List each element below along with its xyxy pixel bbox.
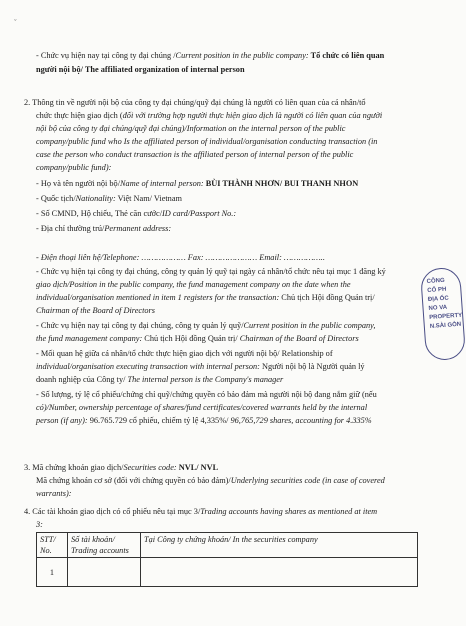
securities-code-value: NVL/ NVL — [176, 463, 219, 472]
name-label-en: Name of internal person: — [120, 179, 204, 188]
position-date-value: Chủ tịch Hội đồng Quản trị/ — [279, 293, 375, 302]
header-account: Số tài khoản/ Trading accounts — [68, 533, 141, 558]
underlying-code-label: Mã chứng khoán cơ sở (đối với chứng quyền có bảo đảm)/ — [36, 476, 231, 485]
position-line — [36, 50, 384, 61]
internal-person-name — [36, 178, 358, 189]
section3-line2 — [36, 475, 385, 486]
stamp-line: CÔNG — [426, 277, 445, 286]
position-value-cont: người nội bộ/ The affiliated organization of internal person — [36, 65, 245, 74]
id-label: - Số CMND, Hộ chiếu, Thẻ căn cước/ — [36, 209, 163, 218]
id-label-en: ID card/Passport No.: — [162, 209, 237, 218]
trading-accounts-table — [36, 532, 418, 587]
section2-line3: nội bộ của công ty đại chúng/quỹ đại chúng)/Information on the internal person of the public — [36, 124, 346, 133]
stamp-line: CỔ PH — [427, 286, 447, 295]
row-company — [141, 558, 418, 587]
section4-line2: 3: — [36, 520, 43, 529]
position-date-line1: - Chức vụ hiện tại công ty đại chúng, công ty quản lý quỹ tại ngày cá nhân/tổ chức nêu tại mục 1 đăng ký — [36, 267, 386, 276]
corner-mark: ˇ — [14, 18, 17, 27]
current-position-label-en: Current position in the public company, — [243, 321, 376, 330]
holdings-value: 96.765.729 cổ phiếu, chiếm tỷ lệ 4,335%/ — [87, 416, 231, 425]
section2-line6: company/public fund): — [36, 163, 112, 172]
name-value: BÙI THÀNH NHƠN/ BUI THANH NHON — [203, 179, 359, 188]
current-position-line2 — [36, 333, 359, 344]
holdings-line3 — [36, 415, 372, 426]
company-seal-stamp — [420, 267, 466, 362]
id-card — [36, 208, 236, 219]
stamp-line: ĐỊA ỐC — [427, 295, 449, 304]
relationship-value-en: The internal person is the Company's manager — [127, 375, 284, 384]
position-value: Tổ chức có liên quan — [308, 51, 385, 60]
current-position-label: - Chức vụ hiện nay tại công ty đại chúng, công ty quản lý quỹ/ — [36, 321, 244, 330]
nationality — [36, 193, 182, 204]
section2-heading: 2. Thông tin về người nội bộ của công ty đại chúng/quỹ đại chúng là người có liên quan của cá nhân/tổ — [24, 98, 366, 107]
stamp-line: PROPERTY — [429, 312, 463, 321]
row-no: 1 — [37, 558, 68, 587]
position-date-line4: Chairman of the Board of Directors — [36, 306, 155, 315]
section2-line2-a: chức thực hiện giao dịch ( — [36, 111, 123, 120]
current-position-line1 — [36, 320, 375, 331]
position-label-en: Current position in the public company: — [175, 51, 309, 60]
holdings-label-en: person (if any): — [36, 416, 88, 425]
current-position-value: Chủ tịch Hội đồng Quản trị/ — [142, 334, 240, 343]
relationship-line3 — [36, 374, 283, 385]
nationality-label-en: Nationality: — [75, 194, 116, 203]
table-row — [37, 558, 418, 587]
relationship-line1: - Mối quan hệ giữa cá nhân/tổ chức thực hiện giao dịch với người nội bộ/ Relationship of — [36, 349, 333, 358]
name-label: - Họ và tên người nội bộ/ — [36, 179, 121, 188]
nationality-value: Việt Nam/ Vietnam — [115, 194, 182, 203]
address — [36, 223, 171, 234]
address-label: - Địa chỉ thường trú/ — [36, 224, 105, 233]
trading-accounts-label: 4. Các tài khoản giao dịch có cổ phiếu nêu tại mục 3/ — [24, 507, 201, 516]
relationship-value-cont: doanh nghiệp của Công ty/ — [36, 375, 128, 384]
nationality-label: - Quốc tịch/ — [36, 194, 76, 203]
row-account — [68, 558, 141, 587]
section2-line2-b: đối với trường hợp người thực hiện giao dịch là người có liên quan của người — [122, 111, 383, 120]
header-company: Tại Công ty chứng khoán/ In the securities company — [141, 533, 418, 558]
holdings-value-en: 96,765,729 shares, accounting for 4.335% — [230, 416, 372, 425]
header-no: STT/ No. — [37, 533, 68, 558]
position-label: - Chức vụ hiện nay tại công ty đại chúng / — [36, 51, 176, 60]
section2-line2 — [36, 110, 382, 121]
section4-line1 — [24, 506, 377, 517]
securities-code-label: 3. Mã chứng khoán giao dịch/ — [24, 463, 124, 472]
position-date-line2: giao dịch/Position in the public company, the fund management company on the date when the — [36, 280, 351, 289]
contact-line: - Điện thoại liên hệ/Telephone: ……………… Fax: ………………… Email: …………….. — [36, 253, 325, 262]
current-position-fund: the fund management company: — [36, 334, 143, 343]
stamp-line: NO VA — [428, 304, 448, 312]
section2-line5: case the person who conduct transaction is the affiliated person of internal person of the public — [36, 150, 354, 159]
securities-code-label-en: Securities code: — [123, 463, 177, 472]
section3-line3: warrants): — [36, 489, 72, 498]
holdings-line1: - Số lượng, tỷ lệ cổ phiếu/chứng chỉ quỹ/chứng quyền có bảo đảm mà người nội bộ đang nắm giữ (nếu — [36, 390, 377, 399]
relationship-label-en: individual/organisation executing transaction with internal person: — [36, 362, 260, 371]
address-label-en: Permanent address: — [104, 224, 172, 233]
stamp-line: N.SÀI GÒN — [429, 321, 462, 330]
position-date-label-en: individual/organisation mentioned in item 1 registers for the transaction: — [36, 293, 280, 302]
position-date-line3 — [36, 292, 375, 303]
relationship-line2 — [36, 361, 365, 372]
current-position-value-en: Chairman of the Board of Directors — [239, 334, 359, 343]
table-header-row — [37, 533, 418, 558]
holdings-line2: có)/Number, ownership percentage of shares/fund certificates/covered warrants held by the internal — [36, 403, 368, 412]
section3-line1 — [24, 462, 218, 473]
relationship-value: Người nội bộ là Người quản lý — [259, 362, 365, 371]
underlying-code-label-en: Underlying securities code (in case of covered — [230, 476, 385, 485]
trading-accounts-label-en: Trading accounts having shares as mentioned at item — [200, 507, 378, 516]
section2-line4: company/public fund who Is the affiliated person of individual/organisation conducting transaction (in — [36, 137, 378, 146]
